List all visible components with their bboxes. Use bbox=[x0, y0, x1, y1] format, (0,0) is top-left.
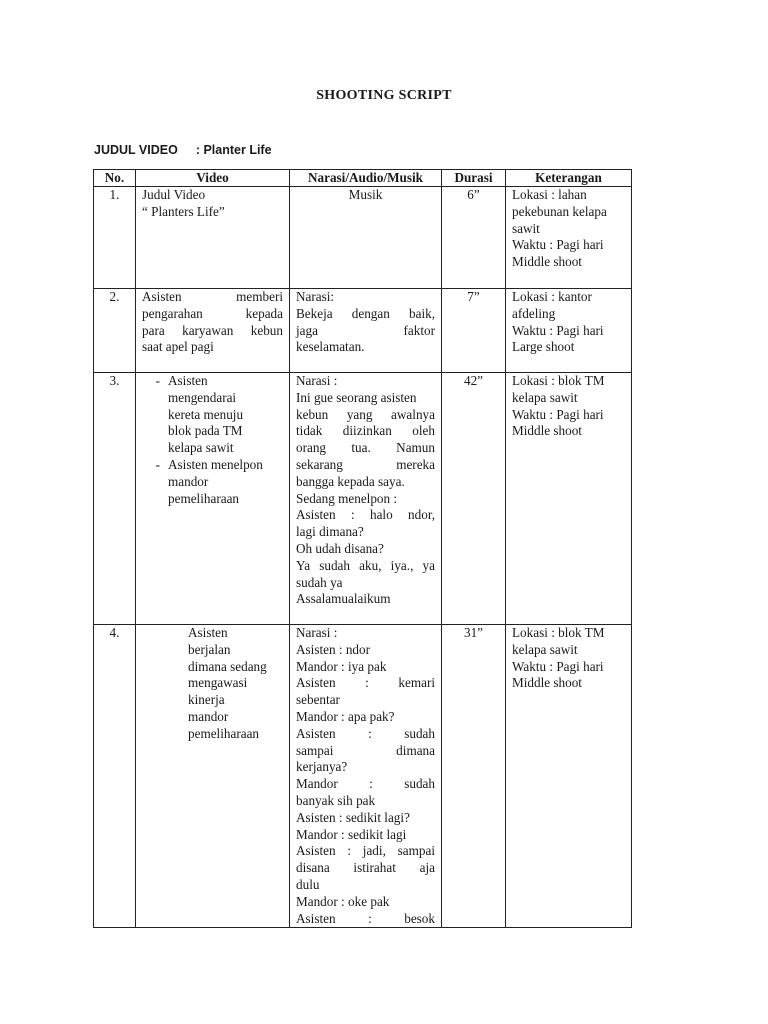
table-header-row bbox=[94, 170, 632, 187]
cell-line: “ Planters Life” bbox=[142, 203, 225, 219]
cell-line: Lokasi : lahan bbox=[512, 187, 587, 202]
cell-line: keselamatan. bbox=[296, 339, 365, 355]
cell-line: orang tua. Namun bbox=[296, 440, 435, 456]
cell-line: Middle shoot bbox=[512, 254, 582, 270]
cell-line: Narasi : bbox=[296, 373, 338, 388]
video-title-label: JUDUL VIDEO bbox=[94, 143, 178, 157]
cell-line: kelapa sawit bbox=[512, 389, 578, 405]
cell-line: para karyawan kebun bbox=[142, 322, 283, 338]
cell-line: Mandor : oke pak bbox=[296, 893, 390, 909]
cell-line: Waktu : Pagi hari bbox=[512, 322, 604, 338]
cell-line: berjalan bbox=[188, 641, 231, 657]
cell-line: Ya sudah aku, iya., ya bbox=[296, 557, 435, 573]
cell-durasi: 31” bbox=[442, 625, 506, 928]
cell-line: Middle shoot bbox=[512, 423, 582, 439]
header-no: No. bbox=[94, 170, 136, 187]
cell-line: afdeling bbox=[512, 305, 556, 321]
cell-no: 4. bbox=[94, 625, 136, 928]
cell-line: Narasi: bbox=[296, 289, 335, 304]
cell-line: sebentar bbox=[296, 692, 340, 708]
cell-line: dimana sedang bbox=[188, 658, 267, 674]
bullet-item bbox=[142, 457, 283, 507]
cell-line: bangga kepada saya. bbox=[296, 473, 405, 489]
cell-durasi: 7” bbox=[442, 289, 506, 373]
cell-durasi: 6” bbox=[442, 187, 506, 289]
cell-line: Asisten : sudah bbox=[296, 725, 435, 741]
cell-line: Oh udah disana? bbox=[296, 540, 384, 556]
header-narasi: Narasi/Audio/Musik bbox=[290, 170, 442, 187]
table-row bbox=[94, 373, 632, 625]
cell-line: pekebunan kelapa bbox=[512, 203, 607, 219]
cell-line: kerjanya? bbox=[296, 759, 348, 775]
cell-line: lagi dimana? bbox=[296, 524, 364, 540]
bullet-dash: - bbox=[155, 373, 160, 388]
video-title-line bbox=[94, 143, 272, 157]
cell-line: Assalamualaikum bbox=[296, 591, 391, 607]
cell-line: mengendarai bbox=[168, 389, 237, 405]
cell-video bbox=[136, 187, 290, 289]
cell-line: sudah ya bbox=[296, 574, 343, 590]
cell-line: Asisten : halo ndor, bbox=[296, 507, 435, 523]
cell-line: Judul Video bbox=[142, 187, 206, 202]
table-row bbox=[94, 187, 632, 289]
cell-line: Asisten menelpon bbox=[168, 456, 263, 472]
cell-keterangan bbox=[506, 373, 632, 625]
cell-line: Musik bbox=[348, 187, 383, 202]
cell-line: Bekeja dengan baik, bbox=[296, 305, 435, 321]
cell-line: disana istirahat aja bbox=[296, 860, 435, 876]
cell-line: Lokasi : kantor bbox=[512, 289, 592, 304]
cell-line: Lokasi : blok TM bbox=[512, 373, 605, 388]
table-row bbox=[94, 625, 632, 928]
cell-line: Mandor : sedikit lagi bbox=[296, 826, 407, 842]
cell-line: sawit bbox=[512, 220, 540, 236]
cell-line: pemeliharaan bbox=[188, 725, 260, 741]
cell-narasi bbox=[290, 373, 442, 625]
cell-video bbox=[136, 625, 290, 928]
cell-video bbox=[136, 373, 290, 625]
header-durasi: Durasi bbox=[442, 170, 506, 187]
cell-line: banyak sih pak bbox=[296, 792, 376, 808]
cell-line: mandor bbox=[168, 473, 209, 489]
bullet-item bbox=[142, 373, 283, 457]
cell-line: Sedang menelpon : bbox=[296, 490, 398, 506]
cell-line: Mandor : apa pak? bbox=[296, 708, 395, 724]
cell-line: sekarang mereka bbox=[296, 456, 435, 472]
cell-line: saat apel pagi bbox=[142, 339, 214, 355]
shooting-script-table bbox=[93, 169, 632, 928]
cell-line: kelapa sawit bbox=[168, 440, 234, 456]
cell-durasi: 42” bbox=[442, 373, 506, 625]
cell-line: blok pada TM bbox=[168, 423, 243, 439]
cell-line: pengarahan kepada bbox=[142, 305, 283, 321]
cell-line: Asisten : besok bbox=[296, 910, 435, 926]
video-title-value: : Planter Life bbox=[195, 143, 272, 157]
cell-narasi bbox=[290, 187, 442, 289]
cell-line: Waktu : Pagi hari bbox=[512, 237, 604, 253]
header-video: Video bbox=[136, 170, 290, 187]
cell-line: Waktu : Pagi hari bbox=[512, 658, 604, 674]
cell-line: Lokasi : blok TM bbox=[512, 625, 605, 640]
cell-line: kelapa sawit bbox=[512, 641, 578, 657]
cell-line: Asisten bbox=[188, 625, 228, 640]
cell-line: Mandor : iya pak bbox=[296, 658, 387, 674]
cell-line: Middle shoot bbox=[512, 675, 582, 691]
header-keterangan: Keterangan bbox=[506, 170, 632, 187]
cell-narasi bbox=[290, 625, 442, 928]
cell-no: 1. bbox=[94, 187, 136, 289]
cell-line: Asisten : kemari bbox=[296, 675, 435, 691]
cell-keterangan bbox=[506, 625, 632, 928]
cell-line: kereta menuju bbox=[168, 406, 244, 422]
bullet-dash: - bbox=[155, 456, 160, 472]
cell-no: 3. bbox=[94, 373, 136, 625]
cell-line: kebun yang awalnya bbox=[296, 406, 435, 422]
cell-line: Asisten : ndor bbox=[296, 641, 370, 657]
table-row bbox=[94, 289, 632, 373]
cell-line: Asisten memberi bbox=[142, 289, 283, 304]
cell-narasi bbox=[290, 289, 442, 373]
cell-line: dulu bbox=[296, 876, 320, 892]
cell-line: Narasi : bbox=[296, 625, 338, 640]
cell-no: 2. bbox=[94, 289, 136, 373]
cell-line: kinerja bbox=[188, 692, 225, 708]
cell-line: mandor bbox=[188, 708, 229, 724]
cell-line: tidak diizinkan oleh bbox=[296, 423, 435, 439]
cell-line: jaga faktor bbox=[296, 322, 435, 338]
cell-video bbox=[136, 289, 290, 373]
cell-line: Ini gue seorang asisten bbox=[296, 389, 417, 405]
cell-keterangan bbox=[506, 187, 632, 289]
cell-line: mengawasi bbox=[188, 675, 248, 691]
cell-line: Asisten : jadi, sampai bbox=[296, 843, 435, 859]
cell-keterangan bbox=[506, 289, 632, 373]
cell-line: Asisten : sedikit lagi? bbox=[296, 809, 410, 825]
cell-line: Large shoot bbox=[512, 339, 575, 355]
cell-line: Waktu : Pagi hari bbox=[512, 406, 604, 422]
page-title: SHOOTING SCRIPT bbox=[316, 88, 452, 103]
cell-line: sampai dimana bbox=[296, 742, 435, 758]
cell-line: pemeliharaan bbox=[168, 490, 240, 506]
cell-line: Mandor : sudah bbox=[296, 776, 435, 792]
cell-line: Asisten bbox=[168, 373, 208, 388]
